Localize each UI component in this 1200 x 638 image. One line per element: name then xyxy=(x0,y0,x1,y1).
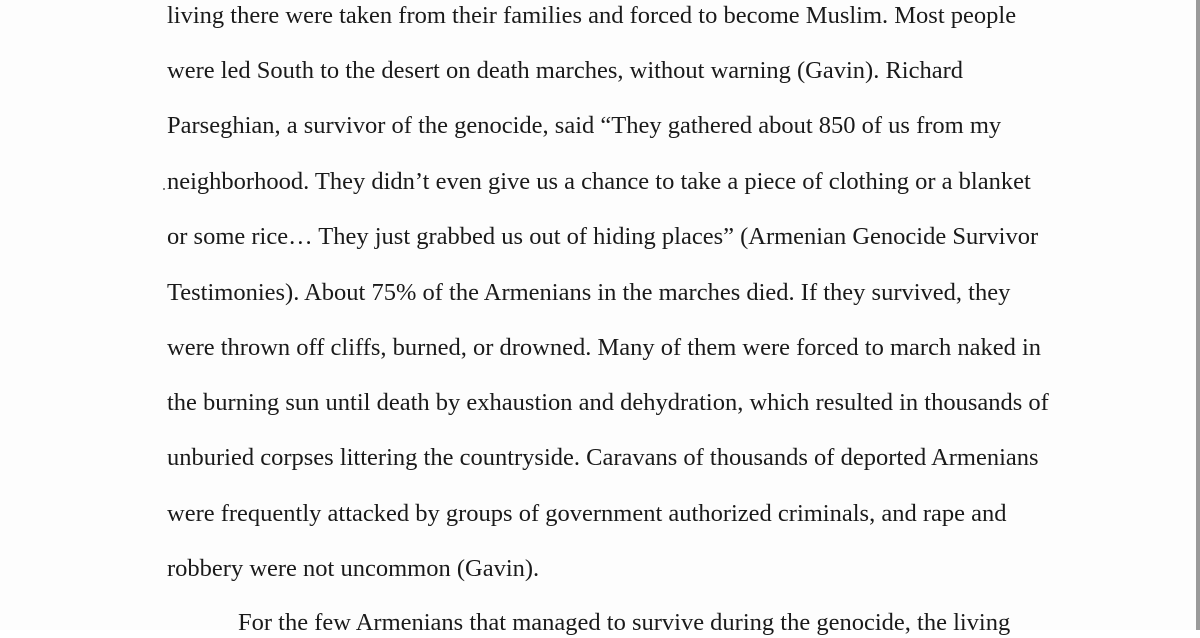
text-line: the burning sun until death by exhaustion and dehydration, which resulted in thousands of xyxy=(167,389,1049,416)
text-line: were frequently attacked by groups of government authorized criminals, and rape and xyxy=(167,500,1007,527)
scan-speck xyxy=(163,188,165,190)
text-line: living there were taken from their families and forced to become Muslim. Most people xyxy=(167,2,1017,29)
text-line: neighborhood. They didn’t even give us a chance to take a piece of clothing or a blanket xyxy=(167,168,1031,195)
text-line: robbery were not uncommon (Gavin). xyxy=(167,555,540,582)
text-line: or some rice… They just grabbed us out of hiding places” (Armenian Genocide Survivor xyxy=(167,223,1039,250)
text-line: were led South to the desert on death marches, without warning (Gavin). Richard xyxy=(167,57,964,84)
text-line: Testimonies). About 75% of the Armenians in the marches died. If they survived, they xyxy=(167,279,1011,306)
text-line: were thrown off cliffs, burned, or drowned. Many of them were forced to march naked in xyxy=(167,334,1041,361)
page-edge xyxy=(1196,0,1200,630)
text-line: Parseghian, a survivor of the genocide, said “They gathered about 850 of us from my xyxy=(167,112,1002,139)
text-line: unburied corpses littering the countryside. Caravans of thousands of deported Armenians xyxy=(167,444,1039,471)
paragraph-first-line: For the few Armenians that managed to survive during the genocide, the living xyxy=(238,609,1011,636)
